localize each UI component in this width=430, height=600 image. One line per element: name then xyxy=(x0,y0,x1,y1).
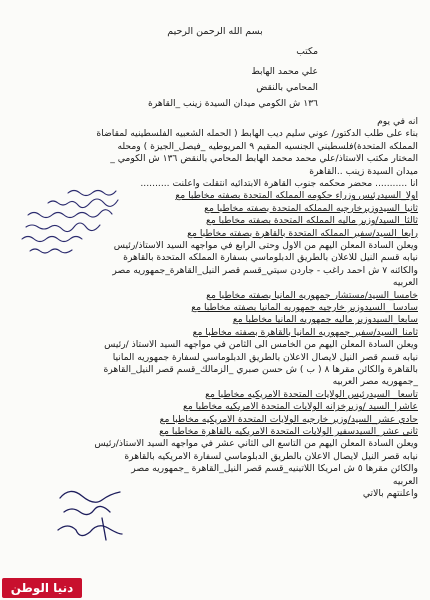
basmala: بسم الله الرحمن الرحيم xyxy=(167,26,263,37)
body-line: بالقاهرة والكائن مقرها ٨ ( ب ) ش حسن صبري _الزمالك_قسم قصر النيل_القاهرة xyxy=(103,364,418,375)
body-line: سادسا _السيدوزير خارجيه جمهوريه المانيا بصفته مخاطبا مع xyxy=(191,302,418,313)
body-line: واعلنتهم بالاتي xyxy=(362,488,418,499)
body-line: اولا_السيدرئيس وزراء حكومه المملكه المتحدة بصفته مخاطبا مع xyxy=(175,190,418,202)
body-line: انا ........... محضر محكمه جنوب القاهرة الابتدائيه انتقلت واعلنت .......... xyxy=(140,178,418,189)
body-line: والكائنه ٧ ش احمد راغب - جاردن سيتي_قسم قصر النيل_القاهرة_جمهوريه مصر xyxy=(112,264,418,276)
body-line: ويعلن السادة المعلن اليهم من التاسع الى الثاني عشر في مواجهه السيد الاستاذ/رئيس xyxy=(94,438,418,450)
body-line: خامسا_السيد/مستشار جمهوريه المانيا بصفته مخاطبا مع xyxy=(206,289,418,301)
body-line: نيابه قصر النيل لايصال الاعلان بالطريق الدبلوماسي لسفارة الامريكيه بالقاهرة xyxy=(124,450,418,462)
body-line: سابعا_السيدوزير ماليه جمهوريه المانيا مخاطبا مع xyxy=(232,314,418,326)
body-line: _جمهوريه مصر العربيه xyxy=(332,376,418,388)
body-line: رابعا_السيد/سفير المملكه المتحدة بالقاهرة بصفته مخاطبا مع xyxy=(187,227,418,239)
handwritten-margin-note xyxy=(8,185,128,265)
office-label: مكتب xyxy=(296,46,318,57)
body-line: عاشرا_السيد /وزيرخزانه الولايات المتحدة الامريكيه مخاطبا مع xyxy=(182,401,418,413)
body-line: ثانيا_السيدوزيرخارجيه المملكه المتحدة بصفته مخاطبا مع xyxy=(204,202,418,214)
body-line: نيابه قسم النيل للاعلان بالطريق الدبلوماسي بسفارة المملكه المتحدة بالقاهرة xyxy=(123,252,418,264)
body-line: ويعلن السادة المعلن اليهم من الخامس الى الثامن في مواجهه السيد الاستاذ /رئيس xyxy=(104,339,418,351)
body-line: العربيه xyxy=(392,277,418,289)
signature-scribble xyxy=(50,478,130,548)
body-line: ثامنا_السيد/سفير جمهوريه المانيا بالقاهرة بصفته مخاطبا مع xyxy=(192,326,418,338)
body-line: ويعلن السادة المعلن اليهم من الاول وحتى الرابع في مواجهه السيد الاستاذ/رئيس xyxy=(113,240,418,251)
body-line: انه في يوم xyxy=(377,116,418,127)
lawyer-title: المحامي بالنقض xyxy=(256,82,318,93)
office-address: ١٣٦ ش الكومي ميدان السيدة زينب _القاهرة xyxy=(148,98,318,109)
body-line: بناء على طلب الدكتور/ عوني سليم ديب الهابط ( الحمله الشعبيه الفلسطينيه لمقاضاة xyxy=(96,128,418,140)
body-line: ثالثا_السيد/وزير ماليه المملكه المتحدة بصفته مخاطبا مع xyxy=(205,215,418,227)
body-line: المختار مكتب الاستاذ/علي محمد محمد الهابط المحامي بالنقض ١٣٦ ش الكومي _ xyxy=(110,153,418,165)
body-line: المملكه المتحدة)فلسطيني الجنسيه المقيم ٩ المريوطيه _فيصل_الجيزة ) ومحله xyxy=(117,140,418,152)
body-line: العربيه xyxy=(392,475,418,487)
body-line: نيابه قسم قصر النيل لايصال الاعلان بالطريق الدبلوماسي لسفارة جمهوريه المانيا xyxy=(112,351,418,363)
body-line: ثاني عشر_السيدسفير الولايات المتحدة الامريكيه بالقاهرة مخاطبا مع xyxy=(159,426,418,437)
watermark-logo: دنيا الوطن xyxy=(2,578,82,598)
body-line: والكائن مقرها ٥ ش امريكا اللاتينيه_قسم قصر النيل_القاهرة _جمهوريه مصر xyxy=(131,463,418,475)
body-line: ميدان السيدة زينب ..القاهرة xyxy=(309,165,418,177)
body-line: تاسعا_ السيدرئيس الولايات المتحدة الامريكيه مخاطبا مع xyxy=(205,388,418,400)
body-line: حادي عشر_السيد/وزير خارجيه الولايات المتحدة الامريكيه مخاطبا مع xyxy=(159,413,418,425)
lawyer-name: علي محمد الهابط xyxy=(251,66,318,77)
